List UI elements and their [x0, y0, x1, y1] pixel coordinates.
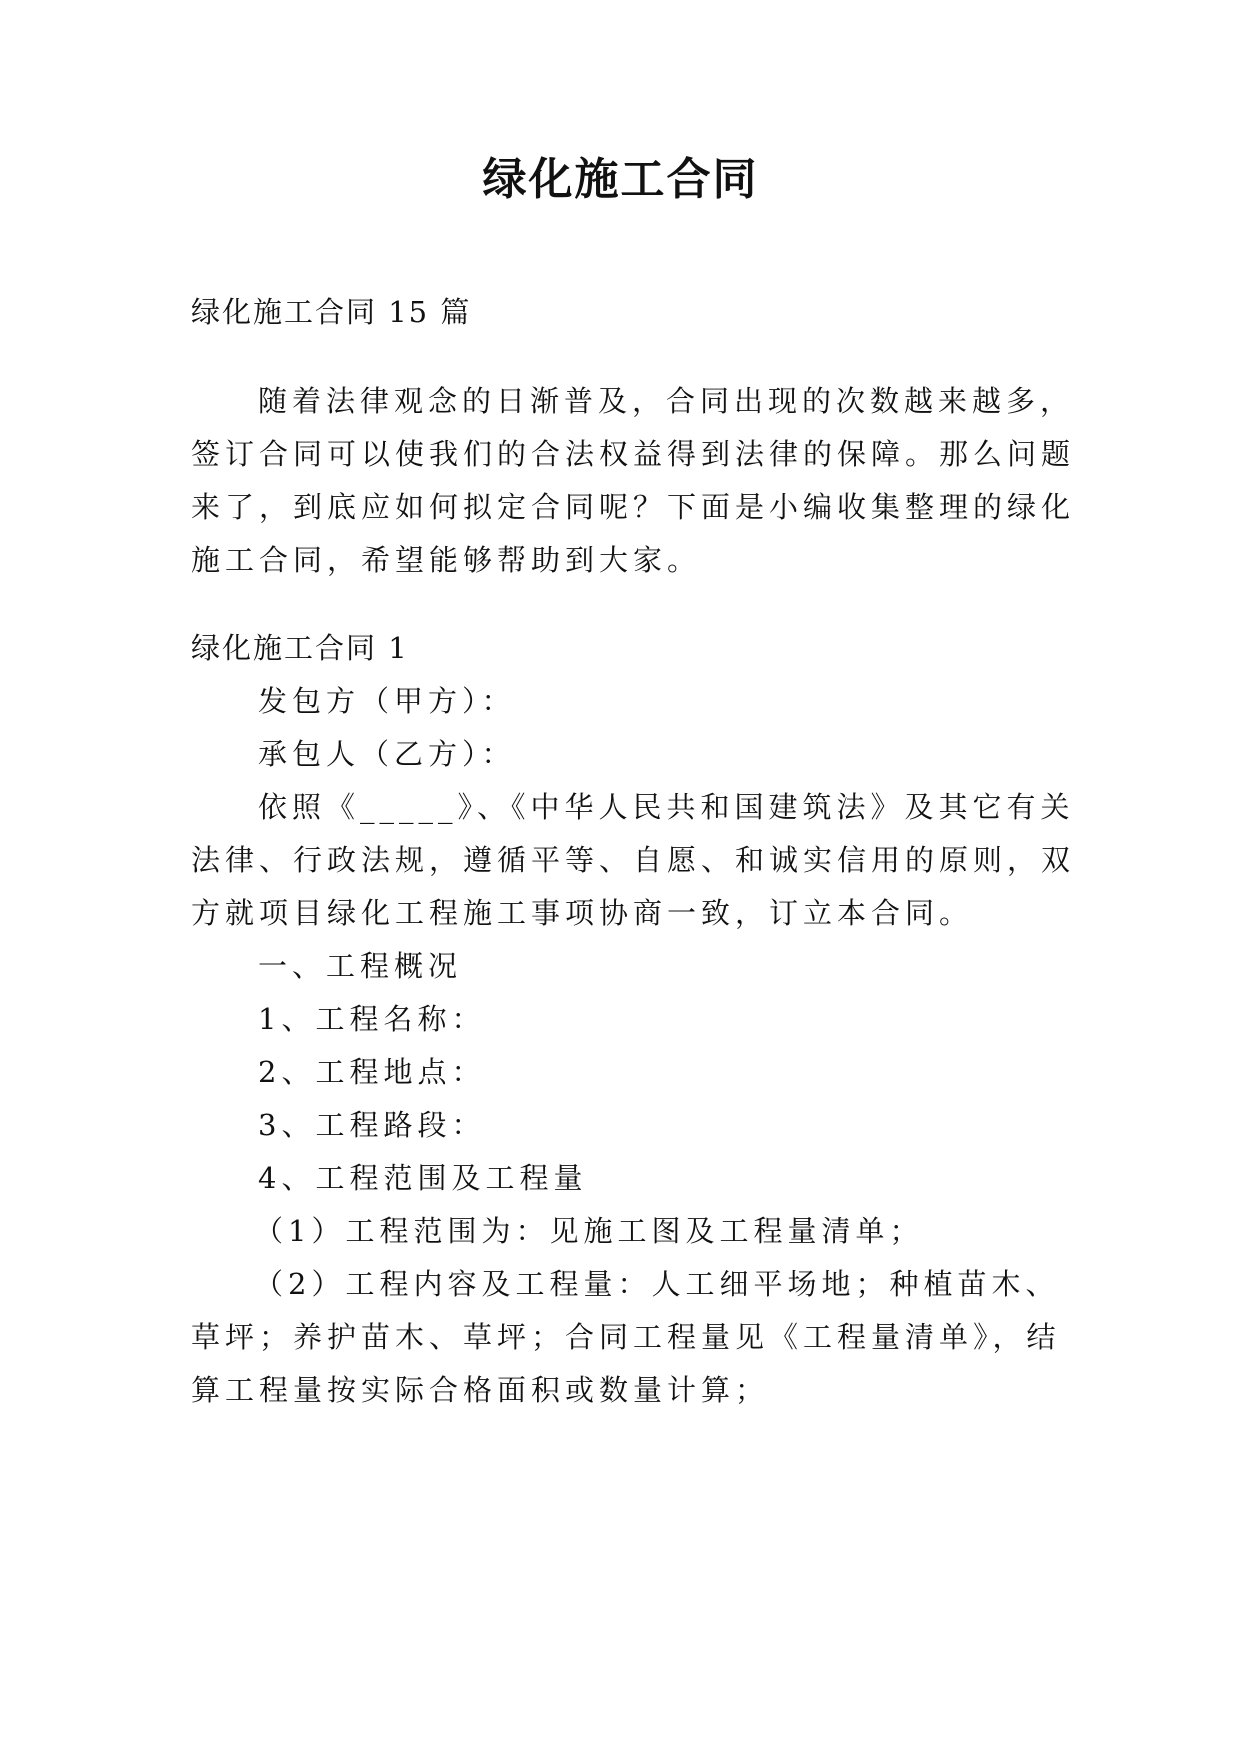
basis-line-1: 依照《_____》、《中华人民共和国建筑法》及其它有关	[258, 790, 1075, 824]
scope-line: （1）工程范围为：见施工图及工程量清单；	[254, 1214, 924, 1248]
content-line-1: （2）工程内容及工程量：人工细平场地；种植苗木、	[254, 1267, 1060, 1301]
content-line-3: 算工程量按实际合格面积或数量计算；	[191, 1373, 770, 1407]
item-project-location: 2、工程地点：	[258, 1055, 486, 1089]
intro-line-2: 签订合同可以使我们的合法权益得到法律的保障。那么问题	[191, 437, 1076, 471]
section-heading: 绿化施工合同 1	[191, 631, 409, 665]
intro-line-3: 来了，到底应如何拟定合同呢？下面是小编收集整理的绿化	[191, 490, 1076, 524]
intro-line-4: 施工合同，希望能够帮助到大家。	[191, 543, 702, 577]
intro-line-1: 随着法律观念的日渐普及，合同出现的次数越来越多，	[258, 384, 1075, 418]
chapter-one-heading: 一、工程概况	[258, 949, 463, 983]
basis-line-3: 方就项目绿化工程施工事项协商一致，订立本合同。	[191, 896, 974, 930]
party-b-line: 承包人（乙方）：	[258, 737, 516, 771]
document-subtitle: 绿化施工合同 15 篇	[191, 295, 472, 329]
document-title: 绿化施工合同	[482, 154, 759, 205]
basis-line-2: 法律、行政法规，遵循平等、自愿、和诚实信用的原则，双	[191, 843, 1076, 877]
party-a-line: 发包方（甲方）：	[258, 684, 516, 718]
item-project-section: 3、工程路段：	[258, 1108, 486, 1142]
item-project-scope: 4、工程范围及工程量	[258, 1161, 588, 1195]
item-project-name: 1、工程名称：	[258, 1002, 486, 1036]
content-line-2: 草坪；养护苗木、草坪；合同工程量见《工程量清单》，结	[191, 1320, 1061, 1354]
